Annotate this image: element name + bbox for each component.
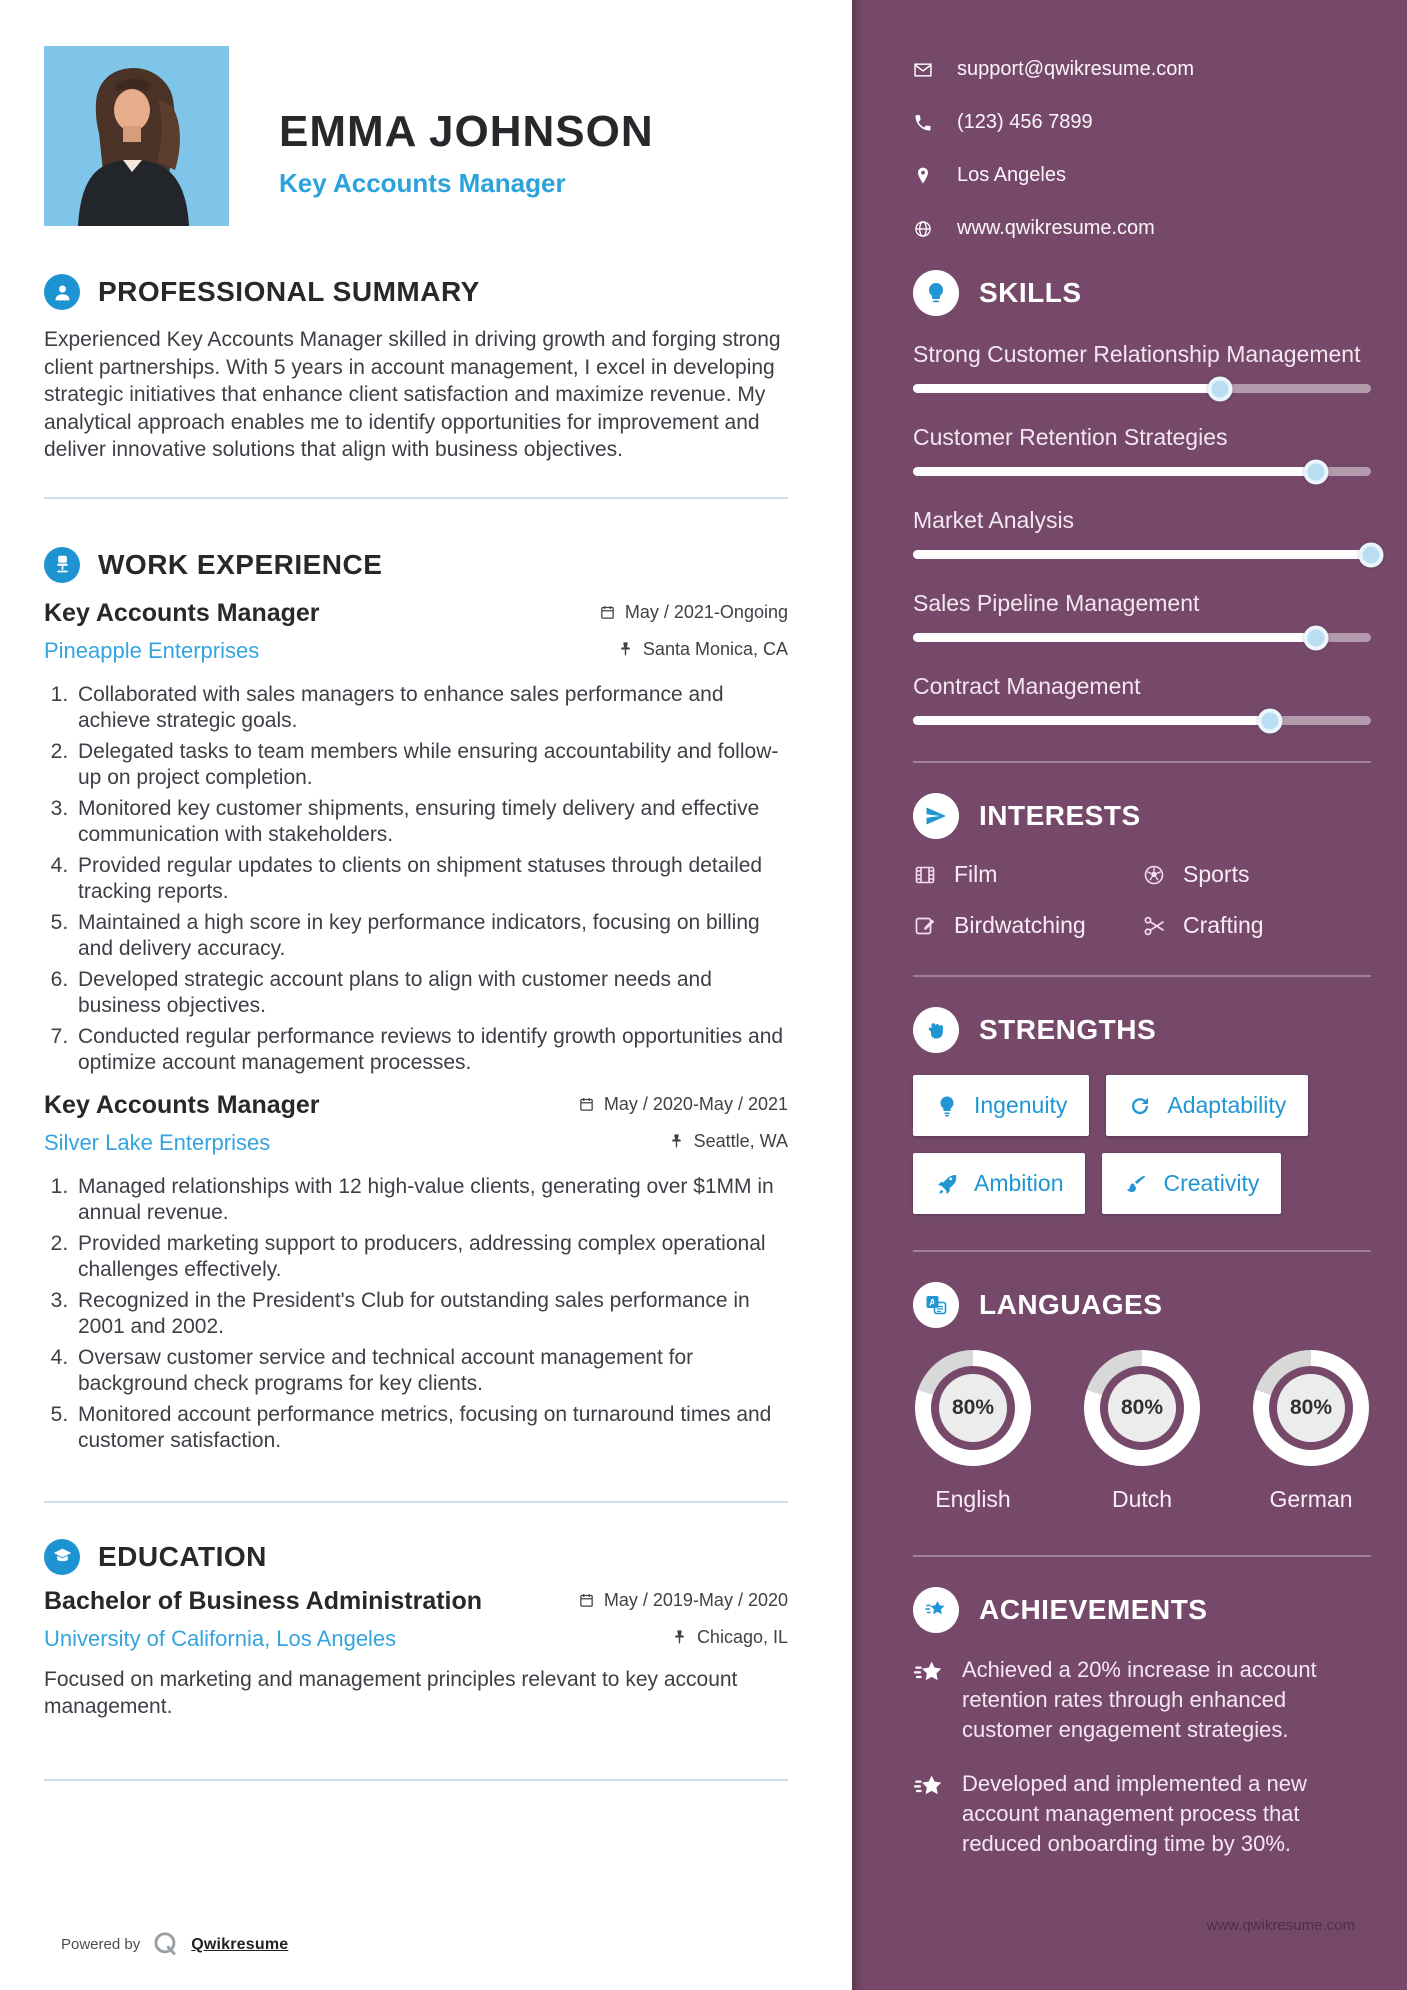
- school-link[interactable]: University of California, Los Angeles: [44, 1625, 397, 1651]
- list-item: 4. Oversaw customer service and technical account management for background check programs for key clients.: [74, 1345, 788, 1398]
- translate-icon: [913, 1282, 959, 1328]
- list-item: 6. Developed strategic account plans to align with customer needs and business objectives.: [74, 967, 788, 1020]
- fist-icon: [913, 1007, 959, 1053]
- qwikresume-logo-icon: [152, 1931, 179, 1958]
- portrait-illustration: [44, 46, 229, 226]
- name-block: [279, 46, 654, 199]
- skill-slider: [913, 633, 1371, 642]
- job-header-row: [44, 599, 788, 628]
- slider-fill: [913, 550, 1371, 559]
- achievement-item: [913, 1769, 1371, 1859]
- qwikresume-link[interactable]: Qwikresume: [191, 1935, 289, 1953]
- job-header-row: [44, 1091, 788, 1120]
- interest-item: Birdwatching: [913, 912, 1142, 939]
- language-label: English: [935, 1486, 1011, 1512]
- job-subheader-row: [44, 628, 788, 664]
- location-icon: [913, 166, 933, 186]
- sidebar-divider: [913, 761, 1371, 763]
- language-item: [915, 1350, 1031, 1513]
- section-heading: WORK EXPERIENCE: [98, 548, 383, 580]
- company-link[interactable]: Pineapple Enterprises: [44, 637, 260, 663]
- list-item: 5. Monitored account performance metrics, focusing on turnaround times and customer satisfaction.: [74, 1402, 788, 1455]
- education-header-row: [44, 1587, 788, 1616]
- language-progress-ring: [1084, 1350, 1200, 1466]
- footer-website: www.qwikresume.com: [1206, 1917, 1355, 1934]
- phone-icon: [913, 113, 933, 133]
- list-item: 1. Collaborated with sales managers to enhance sales performance and achieve strategic goals.: [74, 682, 788, 735]
- job-title-subtitle: Key Accounts Manager: [279, 168, 566, 198]
- skill-slider: [913, 716, 1371, 725]
- contact-block: [913, 58, 1371, 240]
- website-link[interactable]: www.qwikresume.com: [957, 217, 1155, 239]
- section-work-experience: [44, 547, 788, 583]
- slider-fill: [913, 384, 1220, 393]
- list-item: 1. Managed relationships with 12 high-value clients, generating over $1MM in annual revenue.: [74, 1174, 788, 1227]
- section-interests: [913, 793, 1371, 839]
- refresh-icon: [1128, 1094, 1152, 1118]
- paper-plane-icon: [913, 793, 959, 839]
- language-percent: 80%: [939, 1374, 1007, 1442]
- page-title: EMMA JOHNSON: [279, 107, 654, 156]
- graduation-cap-icon: [44, 1539, 80, 1575]
- pushpin-icon: [617, 641, 634, 658]
- language-label: German: [1269, 1486, 1353, 1512]
- languages-row: [913, 1350, 1371, 1513]
- sidebar-divider: [913, 1250, 1371, 1252]
- language-item: [1253, 1350, 1369, 1513]
- shooting-star-icon: [913, 1587, 959, 1633]
- section-heading: EDUCATION: [98, 1540, 267, 1572]
- skill-item: [913, 338, 1371, 393]
- section-heading: ACHIEVEMENTS: [979, 1594, 1208, 1625]
- job-location: Seattle, WA: [668, 1131, 788, 1152]
- achievement-text: Achieved a 20% increase in account retention rates through enhanced customer engagement strategies.: [962, 1657, 1317, 1742]
- skill-label: Customer Retention Strategies: [913, 424, 1228, 450]
- bulb-icon: [935, 1094, 959, 1118]
- strength-chip: Ambition: [913, 1153, 1085, 1214]
- rocket-icon: [935, 1172, 959, 1196]
- company-link[interactable]: Silver Lake Enterprises: [44, 1129, 271, 1155]
- section-strengths: [913, 1007, 1371, 1053]
- contact-email: support@qwikresume.com: [913, 58, 1371, 81]
- office-chair-icon: [44, 547, 80, 583]
- job-bullet-list: [44, 1174, 788, 1455]
- education-subheader-row: [44, 1616, 788, 1652]
- job-dates: May / 2020-May / 2021: [578, 1094, 788, 1115]
- section-heading: STRENGTHS: [979, 1014, 1157, 1045]
- divider: [44, 1779, 788, 1781]
- calendar-icon: [578, 1096, 595, 1113]
- job-title: Key Accounts Manager: [44, 1090, 320, 1119]
- language-percent: 80%: [1277, 1374, 1345, 1442]
- pushpin-icon: [671, 1629, 688, 1646]
- slider-thumb[interactable]: [1304, 625, 1329, 650]
- lightbulb-icon: [913, 270, 959, 316]
- scissors-icon: [1142, 914, 1166, 938]
- interest-item: Crafting: [1142, 912, 1371, 939]
- skill-item: [913, 421, 1371, 476]
- pencil-note-icon: [913, 914, 937, 938]
- skill-label: Market Analysis: [913, 507, 1075, 533]
- language-progress-ring: [915, 1350, 1031, 1466]
- slider-thumb[interactable]: [1258, 708, 1283, 733]
- strength-chip: Creativity: [1102, 1153, 1281, 1214]
- language-item: [1084, 1350, 1200, 1513]
- slider-thumb[interactable]: [1207, 376, 1232, 401]
- profile-photo: [44, 46, 229, 226]
- skill-item: [913, 587, 1371, 642]
- section-achievements: [913, 1587, 1371, 1633]
- divider: [44, 1501, 788, 1503]
- skill-label: Strong Customer Relationship Management: [913, 341, 1361, 367]
- list-item: 2. Provided marketing support to producers, addressing complex operational challenges effectively.: [74, 1231, 788, 1284]
- section-skills: [913, 270, 1371, 316]
- skill-label: Sales Pipeline Management: [913, 590, 1200, 616]
- job-entry: [44, 599, 788, 1077]
- list-item: 4. Provided regular updates to clients on shipment statuses through detailed tracking reports.: [74, 853, 788, 906]
- film-icon: [913, 863, 937, 887]
- slider-thumb[interactable]: [1359, 542, 1384, 567]
- section-heading: INTERESTS: [979, 800, 1141, 831]
- language-percent: 80%: [1108, 1374, 1176, 1442]
- education-location: Chicago, IL: [671, 1627, 788, 1648]
- skill-slider: [913, 467, 1371, 476]
- email-icon: [913, 60, 933, 80]
- sidebar-divider: [913, 975, 1371, 977]
- education-description: Focused on marketing and management principles relevant to key account management.: [44, 1667, 738, 1718]
- job-title: Key Accounts Manager: [44, 598, 320, 627]
- list-item: 3. Monitored key customer shipments, ensuring timely delivery and effective communication with stakeholders.: [74, 796, 788, 849]
- footer-powered-by: [61, 1931, 288, 1958]
- interest-item: Sports: [1142, 861, 1371, 888]
- section-heading: SKILLS: [979, 277, 1082, 308]
- job-location: Santa Monica, CA: [617, 639, 788, 660]
- strength-chip: Adaptability: [1106, 1075, 1308, 1136]
- job-subheader-row: [44, 1120, 788, 1156]
- shooting-star-icon: [913, 1771, 945, 1803]
- pushpin-icon: [668, 1133, 685, 1150]
- sidebar-divider: [913, 1555, 1371, 1557]
- slider-thumb[interactable]: [1304, 459, 1329, 484]
- list-item: 3. Recognized in the President's Club for outstanding sales performance in 2001 and 2002.: [74, 1288, 788, 1341]
- summary-text: Experienced Key Accounts Manager skilled in driving growth and forging strong client partnerships. With 5 years in account management, I excel in developing strategic initiatives that enhance client satisfaction and maximize revenue. My analytical approach enables me to identify opportunities for improvement and deliver innovative solutions that align with business objectives.: [44, 328, 781, 461]
- education-entry: [44, 1587, 788, 1721]
- section-education: [44, 1539, 788, 1575]
- skill-slider: [913, 384, 1371, 393]
- calendar-icon: [578, 1592, 595, 1609]
- shooting-star-icon: [913, 1657, 945, 1689]
- list-item: 7. Conducted regular performance reviews to identify growth opportunities and optimize account management processes.: [74, 1024, 788, 1077]
- education-dates: May / 2019-May / 2020: [578, 1590, 788, 1611]
- sports-ball-icon: [1142, 863, 1166, 887]
- identity-header: [44, 46, 788, 226]
- powered-by-label: Powered by: [61, 1936, 141, 1953]
- skill-label: Contract Management: [913, 673, 1141, 699]
- section-professional-summary: [44, 274, 788, 310]
- globe-icon: [913, 219, 933, 239]
- achievement-text: Developed and implemented a new account management process that reduced onboarding time by 30%.: [962, 1771, 1307, 1856]
- section-heading: LANGUAGES: [979, 1289, 1163, 1320]
- interest-item: Film: [913, 861, 1142, 888]
- skill-item: [913, 670, 1371, 725]
- strengths-chips: [913, 1075, 1371, 1214]
- language-label: Dutch: [1111, 1486, 1173, 1512]
- brush-icon: [1124, 1172, 1148, 1196]
- interests-grid: [913, 861, 1371, 939]
- list-item: 2. Delegated tasks to team members while ensuring accountability and follow-up on project completion.: [74, 739, 788, 792]
- skill-slider: [913, 550, 1371, 559]
- calendar-icon: [599, 604, 616, 621]
- contact-website: [913, 217, 1371, 240]
- section-languages: [913, 1282, 1371, 1328]
- slider-fill: [913, 716, 1270, 725]
- list-item: 5. Maintained a high score in key performance indicators, focusing on billing and delivery accuracy.: [74, 910, 788, 963]
- section-heading: PROFESSIONAL SUMMARY: [98, 276, 480, 307]
- svg-text:A: A: [929, 1297, 936, 1308]
- person-icon: [44, 274, 80, 310]
- job-bullet-list: [44, 682, 788, 1077]
- skill-item: [913, 504, 1371, 559]
- sidebar: [852, 0, 1407, 1990]
- slider-fill: [913, 467, 1316, 476]
- job-dates: May / 2021-Ongoing: [599, 602, 788, 623]
- contact-location: Los Angeles: [913, 164, 1371, 187]
- achievement-item: [913, 1655, 1371, 1745]
- job-entry: [44, 1091, 788, 1455]
- language-progress-ring: [1253, 1350, 1369, 1466]
- degree-title: Bachelor of Business Administration: [44, 1586, 483, 1615]
- contact-phone: (123) 456 7899: [913, 111, 1371, 134]
- slider-fill: [913, 633, 1316, 642]
- strength-chip: Ingenuity: [913, 1075, 1089, 1136]
- divider: [44, 497, 788, 499]
